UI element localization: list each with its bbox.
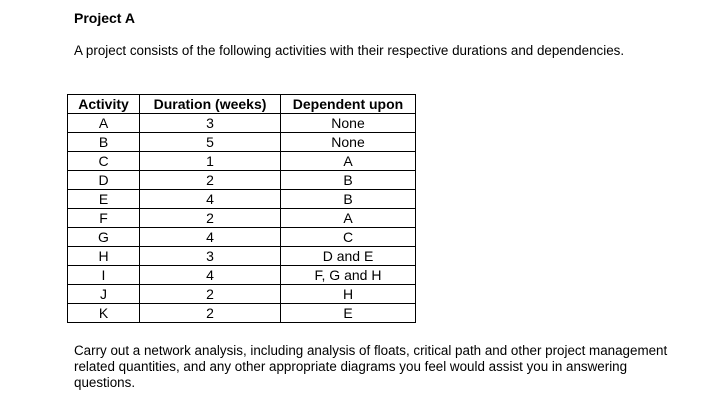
- cell-duration: 4: [140, 190, 281, 209]
- cell-activity: K: [68, 304, 140, 323]
- document-page: [74, 10, 694, 390]
- table-row: [68, 304, 416, 323]
- cell-activity: G: [68, 228, 140, 247]
- activities-table: [67, 94, 416, 323]
- header-duration: Duration (weeks): [140, 95, 281, 114]
- intro-paragraph: A project consists of the following activities with their respective durations and dependencies.: [74, 43, 625, 58]
- cell-activity: J: [68, 285, 140, 304]
- cell-duration: 2: [140, 304, 281, 323]
- cell-duration: 2: [140, 285, 281, 304]
- cell-duration: 4: [140, 228, 281, 247]
- cell-activity: C: [68, 152, 140, 171]
- conclusion-paragraph: Carry out a network analysis, including analysis of floats, critical path and other project management related quantities, and any other appropriate diagrams you feel would assist you in answering questions.: [74, 343, 668, 390]
- table-row: [68, 133, 416, 152]
- cell-duration: 3: [140, 114, 281, 133]
- cell-activity: E: [68, 190, 140, 209]
- table-row: [68, 247, 416, 266]
- header-dependent-upon: Dependent upon: [281, 95, 416, 114]
- cell-duration: 2: [140, 171, 281, 190]
- cell-dependent-upon: None: [281, 114, 416, 133]
- cell-dependent-upon: A: [281, 209, 416, 228]
- document-title: Project A: [74, 10, 135, 26]
- cell-dependent-upon: C: [281, 228, 416, 247]
- table-row: [68, 209, 416, 228]
- cell-activity: B: [68, 133, 140, 152]
- cell-duration: 3: [140, 247, 281, 266]
- cell-dependent-upon: F, G and H: [281, 266, 416, 285]
- cell-dependent-upon: H: [281, 285, 416, 304]
- table-row: [68, 266, 416, 285]
- cell-duration: 1: [140, 152, 281, 171]
- table-row: [68, 114, 416, 133]
- table-row: [68, 190, 416, 209]
- cell-duration: 5: [140, 133, 281, 152]
- table-row: [68, 171, 416, 190]
- cell-duration: 2: [140, 209, 281, 228]
- cell-dependent-upon: None: [281, 133, 416, 152]
- cell-activity: H: [68, 247, 140, 266]
- cell-dependent-upon: E: [281, 304, 416, 323]
- cell-dependent-upon: A: [281, 152, 416, 171]
- cell-activity: I: [68, 266, 140, 285]
- table-header-row: [68, 95, 416, 114]
- cell-dependent-upon: D and E: [281, 247, 416, 266]
- cell-dependent-upon: B: [281, 171, 416, 190]
- cell-activity: F: [68, 209, 140, 228]
- header-activity: Activity: [68, 95, 140, 114]
- table-row: [68, 152, 416, 171]
- cell-dependent-upon: B: [281, 190, 416, 209]
- table-row: [68, 228, 416, 247]
- cell-duration: 4: [140, 266, 281, 285]
- cell-activity: D: [68, 171, 140, 190]
- cell-activity: A: [68, 114, 140, 133]
- table-row: [68, 285, 416, 304]
